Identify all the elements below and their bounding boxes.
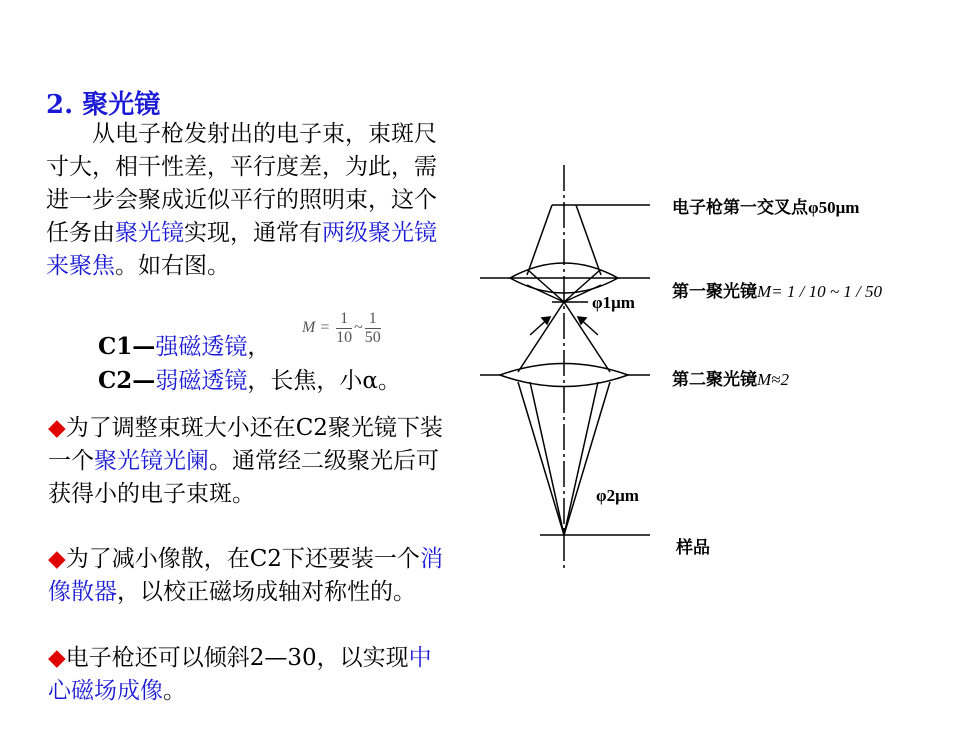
fraction-2 <box>365 310 381 347</box>
ray <box>518 302 564 372</box>
bullet-2-text-2: ，以校正磁场成轴对称性的。 <box>117 579 416 605</box>
intro-highlight-two-stage: 两级聚光镜来聚焦 <box>46 220 437 279</box>
c1-magnification-formula <box>302 310 383 347</box>
diamond-bullet-icon: ◆ <box>48 415 66 441</box>
bullet-gun-tilt <box>48 642 448 708</box>
label-c2-math: M≈2 <box>757 370 789 389</box>
bullet-3-highlight: 中心磁场成像 <box>48 645 432 704</box>
intro-text-2: 实现，通常有 <box>184 220 322 246</box>
fraction-1-den: 10 <box>336 329 353 346</box>
bullet-3-text-1: 电子枪还可以倾斜2—30，以实现 <box>65 645 409 671</box>
c2-highlight: 弱磁透镜 <box>155 368 248 394</box>
bullet-2-highlight: 消像散器 <box>48 546 443 605</box>
intro-paragraph <box>46 118 446 283</box>
c2-line <box>98 366 401 396</box>
c1-prefix: C1— <box>98 333 156 360</box>
label-sample: 样品 <box>676 538 710 557</box>
label-spot-2: φ2μm <box>596 486 639 505</box>
label-c1 <box>672 277 882 302</box>
bullet-1-text-2: 。通常经二级聚光后可获得小的电子束斑。 <box>48 448 439 507</box>
fraction-1 <box>336 310 352 347</box>
c2-suffix: ，长焦，小α。 <box>247 368 401 394</box>
fraction-2-den: 50 <box>364 329 381 346</box>
intro-text-1: 从电子枪发射出的电子束，束斑尺寸大，相干性差，平行度差，为此，需进一步会聚成近似平行的照明束，这个任务由 <box>46 121 437 246</box>
label-c2-text: 第二聚光镜 <box>672 370 757 389</box>
ray <box>518 382 564 535</box>
diamond-bullet-icon: ◆ <box>48 645 66 671</box>
bullet-1-text-1: 为了调整束斑大小还在C2聚光镜下装一个 <box>48 415 443 474</box>
label-c1-text: 第一聚光镜 <box>672 282 757 301</box>
fraction-1-num: 1 <box>336 310 352 329</box>
diamond-bullet-icon: ◆ <box>48 546 66 572</box>
bullet-1-highlight: 聚光镜光阑 <box>94 448 209 474</box>
bullet-aperture <box>48 412 448 511</box>
c2-prefix: C2— <box>98 367 156 394</box>
fraction-2-num: 1 <box>365 310 381 329</box>
ray <box>528 270 564 302</box>
c1-highlight: 强磁透镜 <box>155 334 248 360</box>
condenser-ray-diagram <box>470 150 670 570</box>
label-gun-crossover: 电子枪第一交叉点φ50μm <box>672 198 860 217</box>
ray <box>564 382 598 535</box>
ray <box>564 382 610 535</box>
formula-lhs: M = <box>302 319 331 337</box>
ray <box>530 382 564 535</box>
formula-sep: ~ <box>354 319 363 337</box>
label-spot-1: φ1μm <box>592 293 635 312</box>
bullet-2-text-1: 为了减小像散，在C2下还要装一个 <box>65 546 420 572</box>
label-c2 <box>672 365 789 390</box>
bullet-stigmator <box>48 543 448 609</box>
bullet-3-text-2: 。 <box>163 678 186 704</box>
c1-line <box>98 332 270 362</box>
section-title: 2. 聚光镜 <box>46 90 161 120</box>
intro-text-3: 。如右图。 <box>115 253 230 279</box>
c1-suffix: ， <box>247 334 271 360</box>
intro-highlight-condenser: 聚光镜 <box>115 220 184 246</box>
label-c1-math: M= 1 / 10 ~ 1 / 50 <box>757 282 883 301</box>
